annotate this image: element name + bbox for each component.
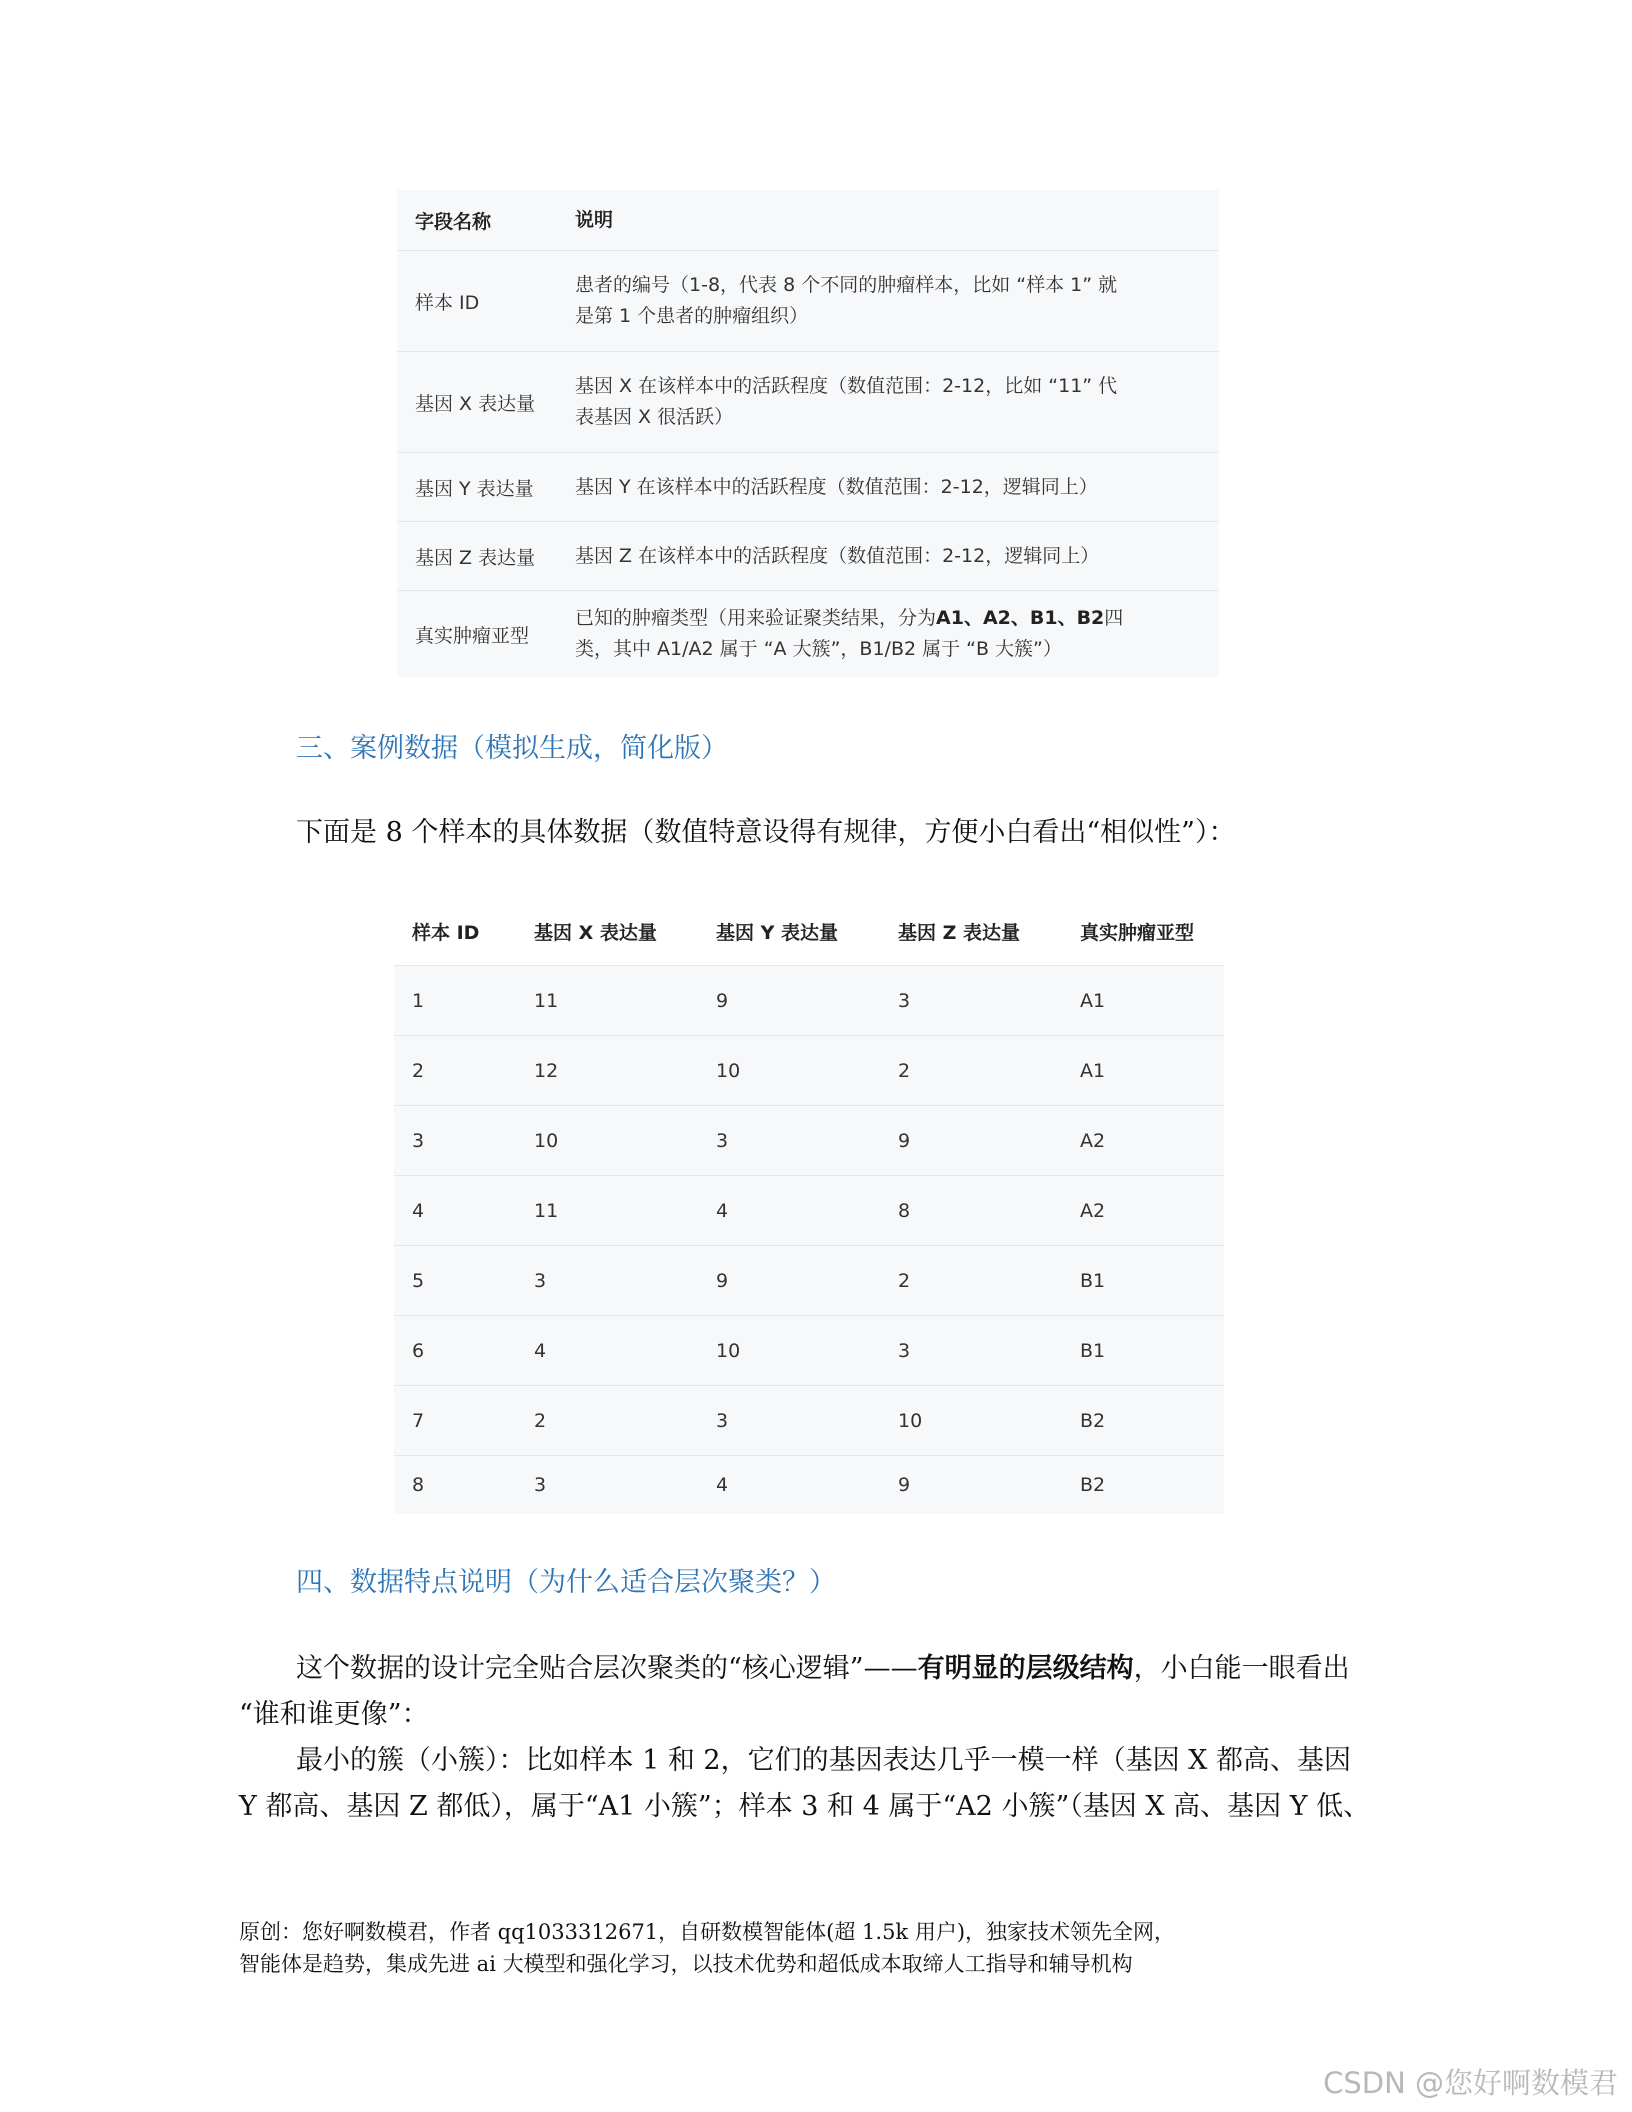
- table-row: [394, 966, 1224, 1036]
- cell-gene-y: 4: [716, 1199, 729, 1222]
- cell-subtype: A1: [1080, 989, 1106, 1012]
- section-heading-case-data: 三、案例数据（模拟生成，简化版）: [296, 733, 728, 764]
- cell-sample-id: 2: [412, 1059, 425, 1082]
- cell-gene-z: 2: [898, 1059, 911, 1082]
- cell-gene-y: 10: [716, 1059, 741, 1082]
- header-description: 说明: [575, 208, 614, 231]
- cell-gene-y: 9: [716, 1269, 729, 1292]
- cell-gene-x: 3: [534, 1269, 547, 1292]
- section-heading-data-features: 四、数据特点说明（为什么适合层次聚类？）: [296, 1567, 836, 1598]
- cell-subtype: A2: [1080, 1199, 1106, 1222]
- field-description: 基因 Y 在该样本中的活跃程度（数值范围：2-12，逻辑同上）: [575, 475, 1098, 498]
- cell-gene-y: 4: [716, 1474, 729, 1496]
- cell-gene-x: 11: [534, 989, 559, 1012]
- table-row: [394, 1386, 1224, 1456]
- field-description-table: [397, 190, 1219, 677]
- field-row-sample-id: [397, 251, 1219, 352]
- field-description: 基因 Z 在该样本中的活跃程度（数值范围：2-12，逻辑同上）: [575, 544, 1100, 567]
- footer-note-line-2: 智能体是趋势，集成先进 ai 大模型和强化学习，以技术优势和超低成本取缔人工指导和辅导机构: [239, 1952, 1133, 1976]
- cell-gene-y: 3: [716, 1409, 729, 1432]
- header-gene-x: 基因 X 表达量: [534, 922, 657, 944]
- cell-subtype: B2: [1080, 1409, 1106, 1432]
- cell-subtype: A2: [1080, 1129, 1106, 1152]
- header-sample-id: 样本 ID: [412, 922, 480, 944]
- cell-sample-id: 5: [412, 1269, 425, 1292]
- cell-sample-id: 1: [412, 989, 425, 1012]
- data-table-header: [394, 898, 1224, 966]
- cell-subtype: A1: [1080, 1059, 1106, 1082]
- field-name: 基因 X 表达量: [415, 392, 536, 415]
- intro-paragraph: 下面是 8 个样本的具体数据（数值特意设得有规律，方便小白看出“相似性”）：: [296, 817, 1236, 848]
- table-row: [394, 1316, 1224, 1386]
- field-name: 真实肿瘤亚型: [415, 624, 530, 647]
- cell-gene-y: 9: [716, 989, 729, 1012]
- cell-gene-y: 10: [716, 1339, 741, 1362]
- cell-gene-z: 2: [898, 1269, 911, 1292]
- cell-sample-id: 3: [412, 1129, 425, 1152]
- field-description: 患者的编号（1-8，代表 8 个不同的肿瘤样本，比如 “样本 1” 就 是第 1 个患者的肿瘤组织）: [575, 274, 1118, 327]
- paragraph-2-line-2: Y 都高、基因 Z 都低），属于“A1 小簇”；样本 3 和 4 属于“A2 小簇”（基因 X 高、基因 Y 低、: [239, 1791, 1371, 1822]
- cell-gene-z: 3: [898, 989, 911, 1012]
- field-name: 基因 Y 表达量: [415, 477, 534, 500]
- field-row-gene-y: [397, 453, 1219, 522]
- paragraph-2-line-1: 最小的簇（小簇）：比如样本 1 和 2，它们的基因表达几乎一模一样（基因 X 都高、基因: [296, 1745, 1351, 1776]
- header-field-name: 字段名称: [415, 210, 492, 233]
- cell-gene-x: 12: [534, 1059, 559, 1082]
- cell-gene-x: 3: [534, 1474, 547, 1496]
- cell-gene-z: 10: [898, 1409, 923, 1432]
- cell-gene-z: 9: [898, 1129, 911, 1152]
- cell-gene-y: 3: [716, 1129, 729, 1152]
- cell-gene-x: 11: [534, 1199, 559, 1222]
- table-row: [394, 1246, 1224, 1316]
- cell-subtype: B1: [1080, 1269, 1106, 1292]
- cell-gene-x: 4: [534, 1339, 547, 1362]
- cell-gene-x: 10: [534, 1129, 559, 1152]
- cell-sample-id: 4: [412, 1199, 425, 1222]
- cell-subtype: B2: [1080, 1474, 1106, 1496]
- cell-gene-z: 9: [898, 1474, 911, 1496]
- field-name: 样本 ID: [415, 291, 480, 314]
- table-row: [394, 1106, 1224, 1176]
- sample-data-table: [394, 898, 1224, 1514]
- paragraph-1-line-1: 这个数据的设计完全贴合层次聚类的“核心逻辑”——有明显的层级结构，小白能一眼看出: [296, 1653, 1350, 1684]
- field-row-gene-z: [397, 522, 1219, 591]
- paragraph-1-line-2: “谁和谁更像”：: [239, 1699, 429, 1730]
- header-gene-y: 基因 Y 表达量: [716, 922, 838, 944]
- field-description: 基因 X 在该样本中的活跃程度（数值范围：2-12，比如 “11” 代 表基因 X 很活跃）: [575, 375, 1118, 428]
- table-row: [394, 1176, 1224, 1246]
- header-tumor-subtype: 真实肿瘤亚型: [1080, 922, 1195, 944]
- cell-sample-id: 7: [412, 1409, 425, 1432]
- cell-gene-z: 8: [898, 1199, 911, 1222]
- cell-gene-z: 3: [898, 1339, 911, 1362]
- table-row: [394, 1036, 1224, 1106]
- table-row: [394, 1456, 1224, 1514]
- field-row-gene-x: [397, 352, 1219, 453]
- field-table-header: [397, 190, 1219, 251]
- header-gene-z: 基因 Z 表达量: [898, 922, 1021, 944]
- cell-sample-id: 8: [412, 1474, 425, 1496]
- cell-subtype: B1: [1080, 1339, 1106, 1362]
- field-description: 已知的肿瘤类型（用来验证聚类结果，分为A1、A2、B1、B2四 类，其中 A1/A2 属于 “A 大簇”，B1/B2 属于 “B 大簇”）: [575, 607, 1124, 660]
- field-row-tumor-subtype: [397, 591, 1219, 677]
- cell-gene-x: 2: [534, 1409, 547, 1432]
- field-name: 基因 Z 表达量: [415, 546, 536, 569]
- footer-note-line-1: 原创：您好啊数模君，作者 qq1033312671，自研数模智能体(超 1.5k 用户)，独家技术领先全网，: [239, 1920, 1176, 1944]
- csdn-watermark: CSDN @您好啊数模君: [1323, 2066, 1618, 2100]
- cell-sample-id: 6: [412, 1339, 425, 1362]
